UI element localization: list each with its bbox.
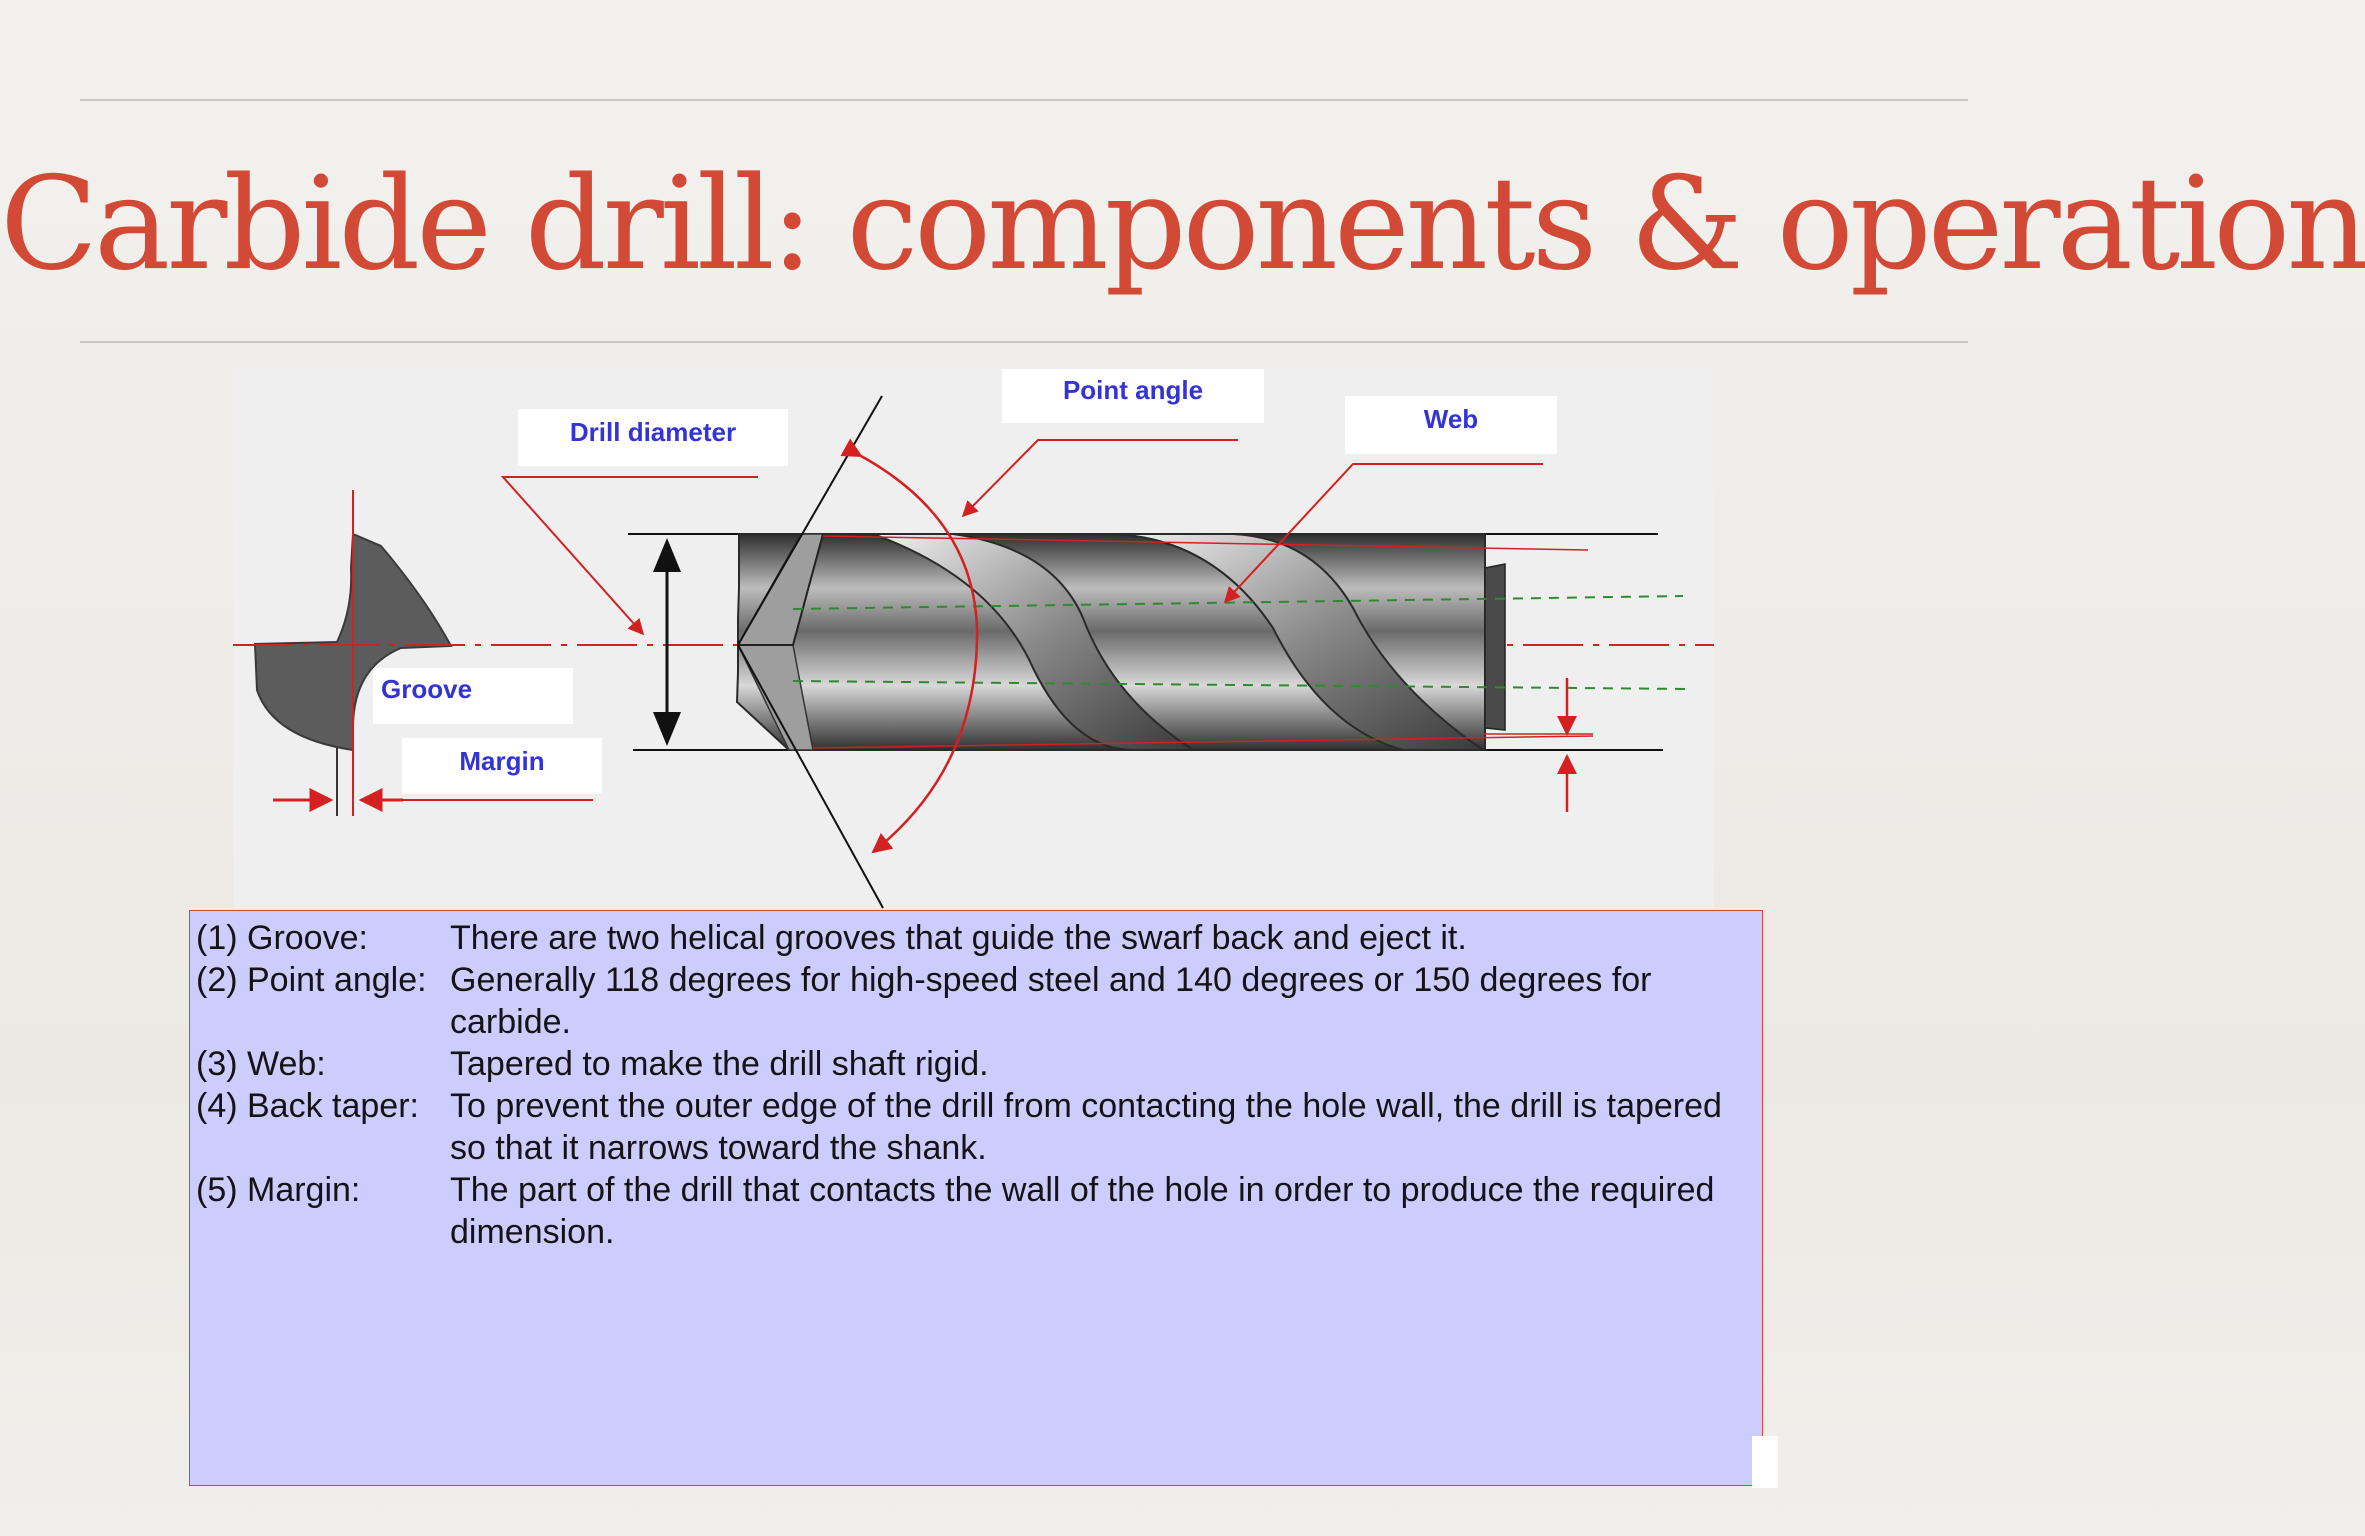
groove-label: Groove — [381, 674, 473, 704]
point-angle-label: Point angle — [1062, 375, 1204, 405]
point-angle-label-box — [1002, 369, 1264, 423]
description-list — [196, 917, 1756, 1253]
drill-diameter-label-box — [518, 409, 788, 466]
description-term: (2) Point angle: — [196, 961, 427, 999]
drill-diameter-leader — [503, 477, 758, 634]
web-label-box — [1345, 396, 1557, 454]
description-item-margin — [196, 1169, 1756, 1253]
drill-body — [737, 534, 1688, 750]
diameter-dimension — [653, 538, 681, 746]
description-term: (3) Web: — [196, 1045, 326, 1083]
description-item-point-angle — [196, 959, 1756, 1043]
description-box — [189, 910, 1763, 1486]
description-item-back-taper — [196, 1085, 1756, 1169]
top-divider — [80, 99, 1968, 101]
description-term: (5) Margin: — [196, 1171, 361, 1209]
description-item-web — [196, 1043, 1756, 1085]
drill-diameter-label: Drill diameter — [569, 417, 737, 447]
slide-title: Carbide drill: components & operation — [0, 150, 2365, 299]
description-item-groove — [196, 917, 1756, 959]
web-label: Web — [1423, 404, 1479, 434]
margin-label-box — [402, 738, 602, 794]
description-text: There are two helical grooves that guide the swarf back and eject it. — [450, 919, 1467, 957]
margin-label: Margin — [459, 746, 545, 776]
description-text: The part of the drill that contacts the wall of the hole in order to produce the required dimension. — [450, 1171, 1715, 1251]
groove-label-box — [373, 668, 573, 724]
corner-mark — [1752, 1436, 1778, 1488]
point-angle-leader — [963, 440, 1238, 516]
description-text: Tapered to make the drill shaft rigid. — [450, 1045, 989, 1083]
description-term: (1) Groove: — [196, 919, 368, 957]
description-text: To prevent the outer edge of the drill from contacting the hole wall, the drill is tapered so that it narrows toward the shank. — [450, 1087, 1722, 1167]
title-divider — [80, 341, 1968, 343]
description-term: (4) Back taper: — [196, 1087, 419, 1125]
description-text: Generally 118 degrees for high-speed steel and 140 degrees or 150 degrees for carbide. — [450, 961, 1652, 1041]
